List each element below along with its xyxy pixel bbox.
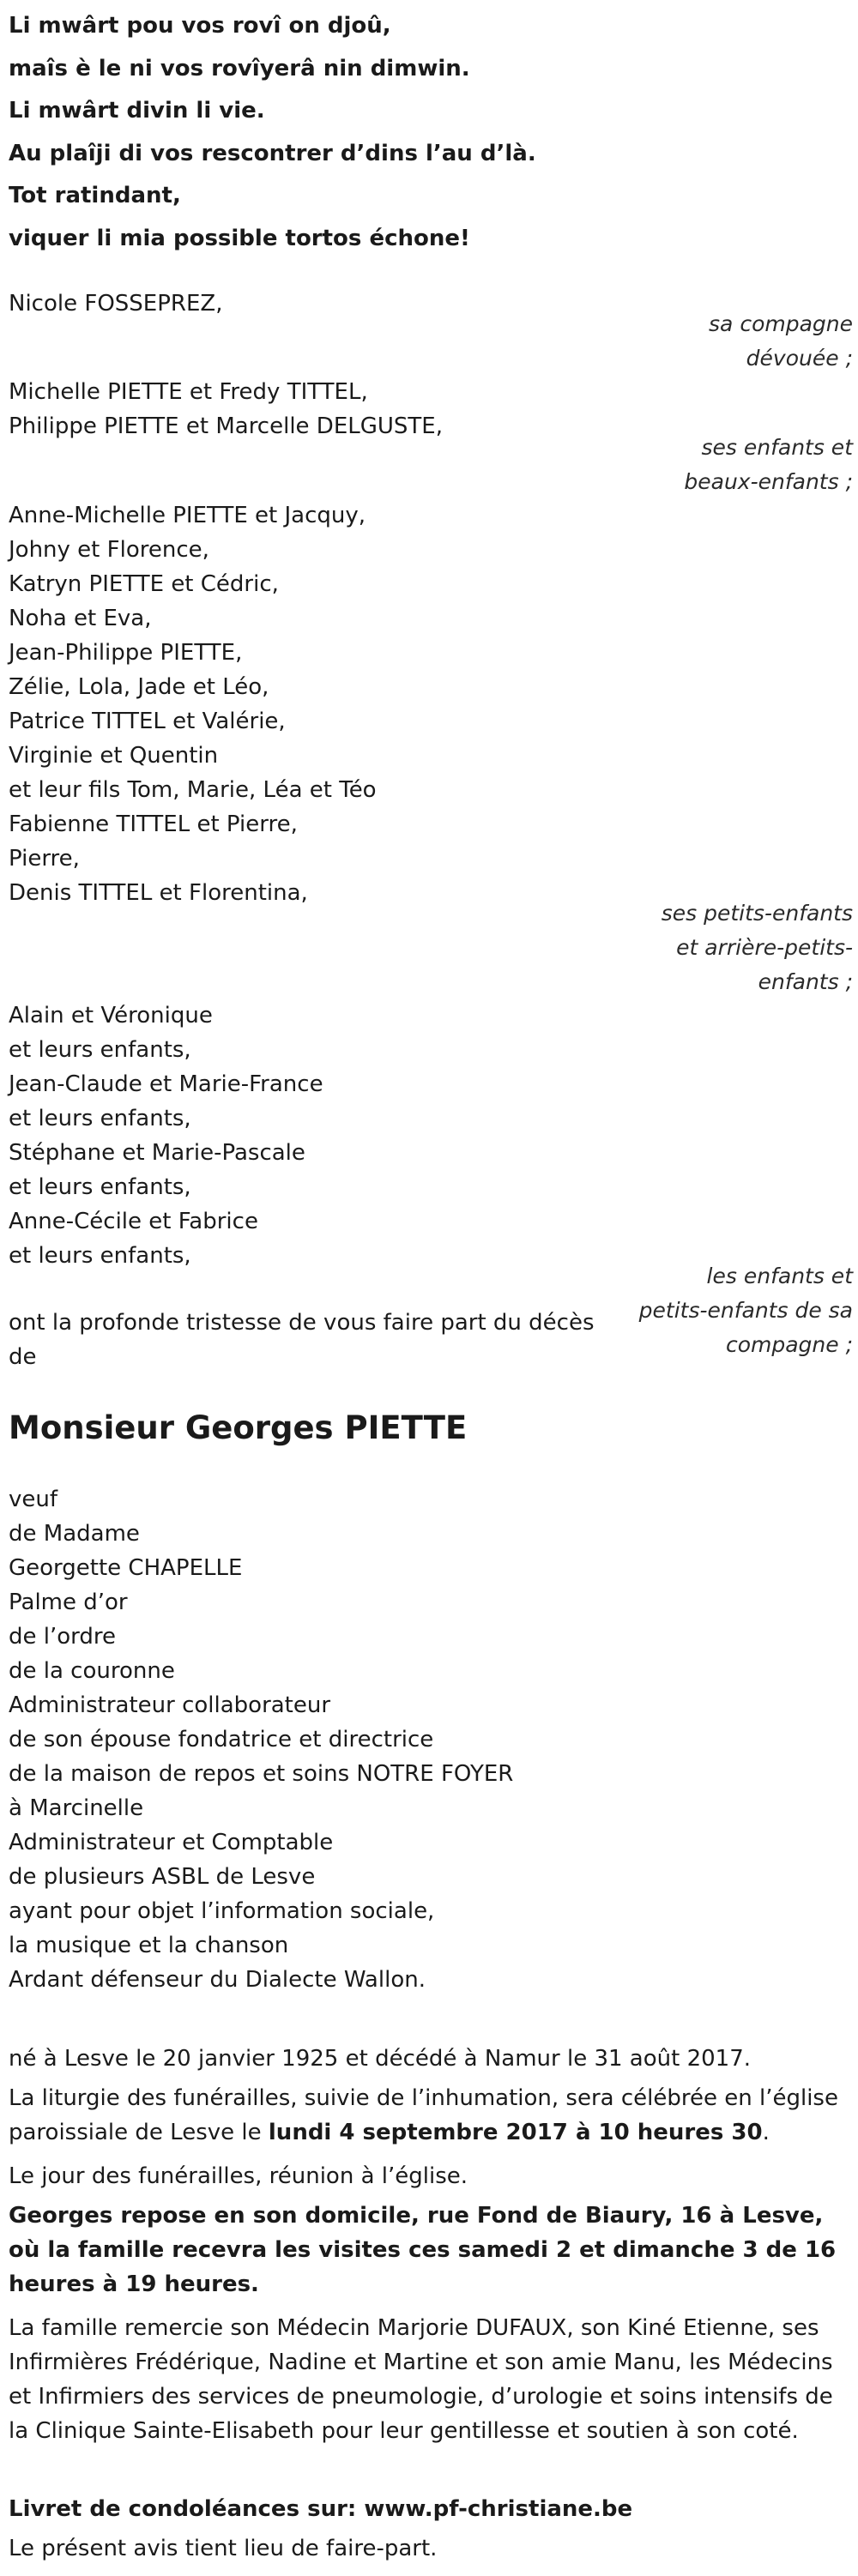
role-line: ses enfants et bbox=[701, 435, 853, 460]
family-name: et leurs enfants, bbox=[9, 1106, 191, 1131]
bio-line: de la maison de repos et soins NOTRE FOYER bbox=[9, 1761, 514, 1787]
liturgy-text: La liturgie des funérailles, suivie de l’inhumation, sera célébrée en l’église paroissiale de Lesve le bbox=[9, 2085, 838, 2145]
family-name: Noha et Eva, bbox=[9, 606, 152, 631]
bio-line: Ardant défenseur du Dialecte Wallon. bbox=[9, 1967, 426, 1993]
bio-line: Administrateur et Comptable bbox=[9, 1830, 334, 1855]
family-name: Johny et Florence, bbox=[9, 537, 209, 563]
role-line: ses petits-enfants bbox=[661, 901, 853, 926]
family-name: Zélie, Lola, Jade et Léo, bbox=[9, 674, 269, 700]
deceased-name: Monsieur Georges PIETTE bbox=[9, 1409, 468, 1446]
family-group-partner bbox=[9, 287, 222, 321]
announcement bbox=[9, 1306, 595, 1374]
role-line: compagne ; bbox=[725, 1332, 853, 1357]
family-role-partner bbox=[709, 307, 853, 376]
bio-line: Administrateur collaborateur bbox=[9, 1692, 331, 1718]
family-name: Anne-Michelle PIETTE et Jacquy, bbox=[9, 503, 366, 528]
role-line: petits-enfants de sa bbox=[638, 1298, 853, 1323]
family-name: Denis TITTEL et Florentina, bbox=[9, 880, 308, 906]
family-name: Virginie et Quentin bbox=[9, 743, 219, 769]
visits-paragraph: Georges repose en son domicile, rue Fond de Biaury, 16 à Lesve, où la famille recevra les visites ces samedi 2 et dimanche 3 de 16 heures à 19 heures. bbox=[9, 2203, 837, 2297]
bio-line: Palme d’or bbox=[9, 1590, 128, 1615]
birth-death-dates: né à Lesve le 20 janvier 1925 et décédé à Namur le 31 août 2017. bbox=[9, 2046, 752, 2072]
poem bbox=[9, 5, 536, 261]
poem-line: Li mwârt pou vos rovî on djoû, bbox=[9, 13, 391, 39]
poem-line: viquer li mia possible tortos échone! bbox=[9, 225, 470, 251]
family-name: Jean-Philippe PIETTE, bbox=[9, 640, 243, 666]
family-group-children bbox=[9, 375, 443, 443]
family-name: Patrice TITTEL et Valérie, bbox=[9, 709, 286, 734]
bio-line: Georgette CHAPELLE bbox=[9, 1555, 243, 1581]
announcement-line: ont la profonde tristesse de vous faire part du décès bbox=[9, 1310, 595, 1336]
family-name: Stéphane et Marie-Pascale bbox=[9, 1140, 305, 1166]
condolences-link[interactable]: Livret de condoléances sur: www.pf-christiane.be bbox=[9, 2496, 633, 2522]
biography bbox=[9, 1482, 513, 1997]
family-name: et leurs enfants, bbox=[9, 1174, 191, 1200]
family-name: Nicole FOSSEPREZ, bbox=[9, 291, 223, 317]
bio-line: ayant pour objet l’information sociale, bbox=[9, 1898, 435, 1924]
role-line: dévouée ; bbox=[746, 346, 853, 371]
bio-line: de la couronne bbox=[9, 1658, 175, 1684]
poem-line: Li mwârt divin li vie. bbox=[9, 98, 265, 124]
family-role-partner-children bbox=[639, 1259, 853, 1362]
bio-line: de Madame bbox=[9, 1521, 140, 1547]
bio-line: de plusieurs ASBL de Lesve bbox=[9, 1864, 316, 1890]
liturgy-date: lundi 4 septembre 2017 à 10 heures 30 bbox=[268, 2120, 763, 2145]
family-name: Fabienne TITTEL et Pierre, bbox=[9, 811, 298, 837]
family-name: Katryn PIETTE et Cédric, bbox=[9, 571, 279, 597]
thanks-paragraph: La famille remercie son Médecin Marjorie DUFAUX, son Kiné Etienne, ses Infirmières Frédérique, Nadine et Martine et son amie Manu, les Médecins et Infirmiers des services de pneumologie, d’urologie et soins intensifs de la Clinique Sainte-Elisabeth pour leur gentillesse et soutien à son coté. bbox=[9, 2315, 833, 2444]
bio-line: la musique et la chanson bbox=[9, 1933, 289, 1958]
family-name: et leur fils Tom, Marie, Léa et Téo bbox=[9, 777, 377, 803]
poem-line: maîs è le ni vos rovîyerâ nin dimwin. bbox=[9, 55, 470, 81]
family-role-grandchildren bbox=[662, 896, 853, 999]
family-name: Michelle PIETTE et Fredy TITTEL, bbox=[9, 379, 368, 405]
family-name: Alain et Véronique bbox=[9, 1003, 213, 1029]
family-group-grandchildren bbox=[9, 498, 377, 910]
family-role-children bbox=[684, 431, 853, 499]
family-name: Anne-Cécile et Fabrice bbox=[9, 1209, 258, 1234]
bio-line: à Marcinelle bbox=[9, 1795, 144, 1821]
family-name: et leurs enfants, bbox=[9, 1243, 191, 1269]
liturgy-end: . bbox=[762, 2120, 770, 2145]
bio-line: veuf bbox=[9, 1487, 58, 1512]
bio-line: de l’ordre bbox=[9, 1624, 117, 1650]
family-name: et leurs enfants, bbox=[9, 1037, 191, 1063]
announcement-line: de bbox=[9, 1344, 37, 1370]
family-group-partner-children bbox=[9, 998, 323, 1273]
notice-line: Le présent avis tient lieu de faire-part. bbox=[9, 2536, 438, 2561]
family-name: Jean-Claude et Marie-France bbox=[9, 1071, 323, 1097]
role-line: beaux-enfants ; bbox=[684, 469, 853, 494]
family-name: Philippe PIETTE et Marcelle DELGUSTE, bbox=[9, 413, 443, 439]
liturgy-paragraph bbox=[9, 2081, 848, 2150]
role-line: enfants ; bbox=[758, 969, 853, 994]
poem-line: Tot ratindant, bbox=[9, 183, 181, 209]
poem-line: Au plaîji di vos rescontrer d’dins l’au d’là. bbox=[9, 140, 536, 166]
role-line: sa compagne bbox=[709, 311, 853, 336]
role-line: et arrière-petits- bbox=[676, 935, 853, 960]
family-name: Pierre, bbox=[9, 846, 80, 872]
role-line: les enfants et bbox=[706, 1264, 853, 1288]
bio-line: de son épouse fondatrice et directrice bbox=[9, 1727, 434, 1753]
reunion-note: Le jour des funérailles, réunion à l’église. bbox=[9, 2163, 468, 2189]
